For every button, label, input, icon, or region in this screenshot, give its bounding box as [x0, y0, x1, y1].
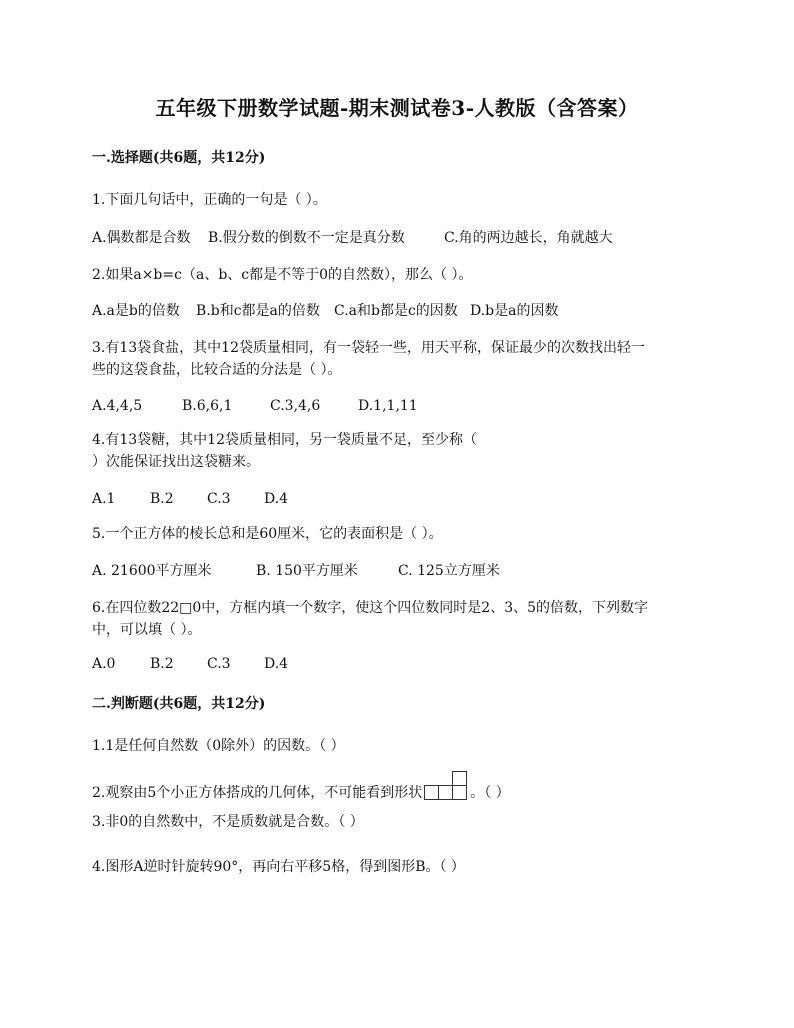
- option-c: C.a和b都是c的因数: [334, 303, 458, 319]
- question-4-stem-line-1: 4.有13袋糖，其中12袋质量相同，另一袋质量不足，至少称（: [92, 432, 477, 448]
- question-5-stem: 5.一个正方体的棱长总和是60厘米，它的表面积是（ ）。: [92, 526, 443, 542]
- option-c: C.3: [207, 656, 231, 672]
- question-6-stem-line-1: 6.在四位数22□0中，方框内填一个数字，使这个四位数同时是2、3、5的倍数，下列数字: [92, 600, 649, 616]
- question-4-stem-line-2: ）次能保证找出这袋糖来。: [92, 454, 260, 470]
- question-2-options: [92, 299, 712, 323]
- option-d: D.b是a的因数: [470, 303, 559, 319]
- option-a: A.1: [92, 491, 116, 507]
- judgement-2-text: 2.观察由5个小正方体搭成的几何体，不可能看到形状: [92, 785, 423, 801]
- option-a: A.4,4,5: [92, 398, 143, 414]
- question-6-options: [92, 652, 712, 676]
- question-1-stem: 1.下面几句话中，正确的一句是（ ）。: [92, 192, 327, 208]
- option-a: A.偶数都是合数: [92, 230, 191, 246]
- question-3-stem-line-2: 些的这袋食盐，比较合适的分法是（ ）。: [92, 362, 342, 378]
- judgement-4: 4.图形A逆时针旋转90°，再向右平移5格，得到图形B。（ ）: [92, 859, 465, 875]
- question-2-stem: 2.如果a×b=c（a、b、c都是不等于0的自然数），那么（ ）。: [92, 267, 473, 283]
- option-c: C.角的两边越长，角就越大: [444, 230, 613, 246]
- section-heading-choice: 一.选择题(共6题，共12分): [92, 150, 266, 166]
- cube-shape-figure: [424, 770, 468, 800]
- option-a: A. 21600平方厘米: [92, 563, 212, 579]
- option-a: A.0: [92, 656, 116, 672]
- question-1-options: [92, 226, 712, 250]
- option-b: B.b和c都是a的倍数: [196, 303, 320, 319]
- option-d: D.1,1,11: [358, 398, 418, 414]
- question-5-options: [92, 559, 712, 583]
- option-b: B.6,6,1: [182, 398, 233, 414]
- question-3-stem-line-1: 3.有13袋食盐，其中12袋质量相同，有一袋轻一些，用天平称，保证最少的次数找出轻一: [92, 340, 645, 356]
- question-3-options: [92, 394, 712, 418]
- judgement-2-answer: 。（ ）: [470, 785, 510, 801]
- question-6-stem-line-2: 中，可以填（ ）。: [92, 622, 202, 638]
- judgement-3: 3.非0的自然数中，不是质数就是合数。（ ）: [92, 814, 364, 830]
- option-b: B. 150平方厘米: [256, 563, 358, 579]
- option-c: C.3,4,6: [270, 398, 321, 414]
- option-b: B.2: [150, 656, 174, 672]
- option-b: B.假分数的倒数不一定是真分数: [208, 230, 405, 246]
- question-4-options: [92, 487, 712, 511]
- judgement-1: 1.1是任何自然数（0除外）的因数。（ ）: [92, 738, 345, 754]
- option-c: C. 125立方厘米: [398, 563, 500, 579]
- option-a: A.a是b的倍数: [92, 303, 180, 319]
- option-d: D.4: [264, 491, 289, 507]
- judgement-2: [92, 770, 712, 805]
- option-b: B.2: [150, 491, 174, 507]
- page-title: 五年级下册数学试题-期末测试卷3-人教版（含答案）: [155, 96, 639, 120]
- option-c: C.3: [207, 491, 231, 507]
- option-d: D.4: [264, 656, 289, 672]
- section-heading-judgement: 二.判断题(共6题，共12分): [92, 696, 266, 712]
